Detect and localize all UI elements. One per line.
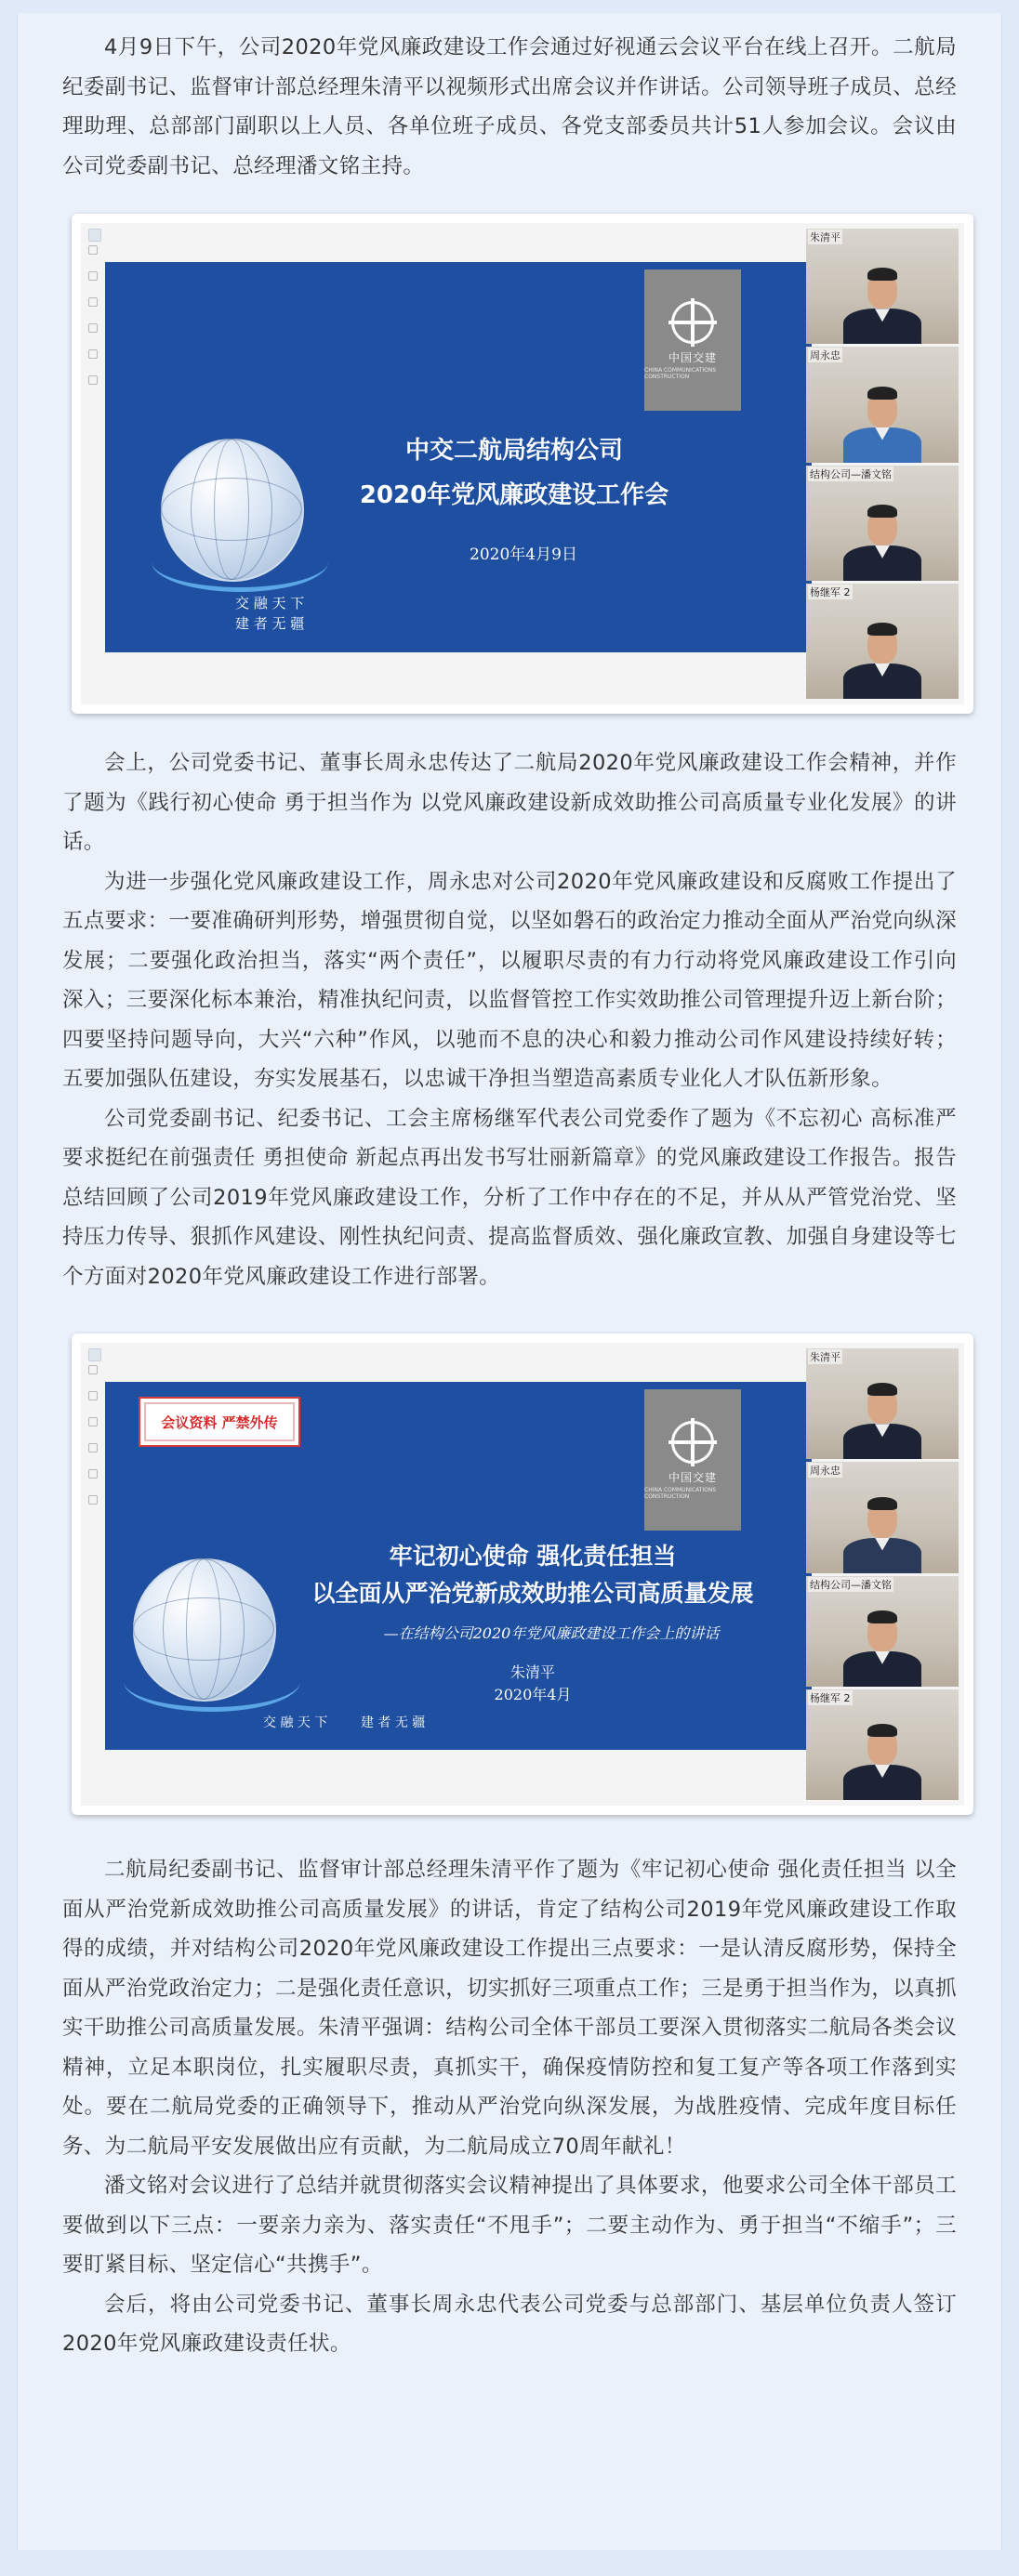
- video-conference-window: [81, 223, 964, 704]
- annotation-rail: [86, 1365, 99, 1796]
- cccc-logo: [644, 1389, 741, 1531]
- participant-name: 周永忠: [810, 349, 840, 362]
- paragraph-7: 会后，将由公司党委书记、董事长周永忠代表公司党委与总部部门、基层单位负责人签订2020年党风廉政建设责任状。: [62, 2292, 957, 2356]
- participant-name: 结构公司—潘文铭: [810, 467, 892, 480]
- paragraph-5: 二航局纪委副书记、监督审计部总经理朱清平作了题为《牢记初心使命 强化责任担当 以全面从严治党新成效助推公司高质量发展》的讲话，肯定了结构公司2019年党风廉政建设工作取得的成绩，并对结构公司2020年党风廉政建设工作提出三点要求：一是认清反腐形势，保持全面从严治党政治定力；二是强化责任意识，切实抓好三项重点工作；三是勇于担当作为，以真抓实干助推公司高质量发展。朱清平强调：结构公司全体干部员工要深入贯彻落实二航局各类会议精神，立足本职岗位，扎实履职尽责，真抓实干，确保疫情防控和复工复产等各项工作落到实处。要在二航局党委的正确领导下，推动从严治党向纵深发展，为战胜疫情、完成年度目标任务、为二航局平安发展做出应有贡献，为二航局成立70周年献礼！: [62, 1858, 957, 2159]
- pen-icon: [88, 1365, 98, 1374]
- participant-video-list: [806, 1348, 959, 1800]
- meeting-screenshot-2: [72, 1334, 973, 1815]
- participant-avatar: [838, 617, 927, 699]
- logo-subtext: CHINA COMMUNICATIONS CONSTRUCTION: [644, 1486, 717, 1500]
- slide-speaker: 朱清平: [510, 1663, 555, 1681]
- cccc-logo-icon: [671, 1421, 714, 1464]
- participant-video[interactable]: [806, 466, 959, 581]
- paragraph-2: 会上，公司党委书记、董事长周永忠传达了二航局2020年党风廉政建设工作会精神，并作了题为《践行初心使命 勇于担当作为 以党风廉政建设新成效助推公司高质量专业化发展》的讲话。: [62, 751, 957, 854]
- participant-video[interactable]: [806, 1462, 959, 1572]
- paragraph-1: 4月9日下午，公司2020年党风廉政建设工作会通过好视通云会议平台在线上召开。二航局纪委副书记、监督审计部总经理朱清平以视频形式出席会议并作讲话。公司领导班子成员、总经理助理、总部部门副职以上人员、各单位班子成员、各党支部委员共计51人参加会议。会议由公司党委副书记、总经理潘文铭主持。: [62, 35, 957, 178]
- participant-avatar: [838, 499, 927, 581]
- annotation-rail: [86, 245, 99, 695]
- pen-icon: [88, 271, 98, 281]
- shape-icon: [88, 1417, 98, 1426]
- participant-video[interactable]: [806, 584, 959, 699]
- color-icon: [88, 375, 98, 385]
- participant-name: 杨继军 2: [810, 1691, 851, 1704]
- participant-video[interactable]: [806, 229, 959, 344]
- paragraph-6: 潘文铭对会议进行了总结并就贯彻落实会议精神提出了具体要求，他要求公司全体干部员工要做到以下三点：一要亲力亲为、落实责任“不甩手”；二要主动作为、勇于担当“不缩手”；三要盯紧目标、坚定信心“共携手”。: [62, 2174, 957, 2277]
- color-icon: [88, 1495, 98, 1505]
- article-body: [17, 13, 1002, 2550]
- text-icon: [88, 323, 98, 333]
- presentation-slide: [105, 1382, 812, 1750]
- slide-date: 2020年4月: [494, 1686, 572, 1703]
- slide-title-line1: 牢记初心使命 强化责任担当: [389, 1543, 677, 1570]
- pen-icon: [88, 245, 98, 255]
- text-icon: [88, 1443, 98, 1452]
- shape-icon: [88, 297, 98, 307]
- swoosh-decoration: [124, 1651, 300, 1712]
- participant-video[interactable]: [806, 347, 959, 462]
- participant-avatar: [838, 1492, 927, 1573]
- eraser-icon: [88, 1469, 98, 1479]
- participant-video[interactable]: [806, 1689, 959, 1800]
- eraser-icon: [88, 349, 98, 359]
- participant-video[interactable]: [806, 1348, 959, 1459]
- window-icon: [88, 1348, 101, 1361]
- slide-title-line2: 2020年党风廉政建设工作会: [359, 481, 669, 509]
- cccc-logo-icon: [671, 301, 714, 344]
- participant-name: 结构公司—潘文铭: [810, 1578, 892, 1591]
- participant-name: 杨继军 2: [810, 585, 851, 598]
- slide-subtitle: —在结构公司2020年党风廉政建设工作会上的讲话: [383, 1624, 720, 1642]
- cccc-logo: [644, 269, 741, 411]
- slide-title-line2: 以全面从严治党新成效助推公司高质量发展: [311, 1580, 754, 1607]
- window-icon: [88, 229, 101, 242]
- participant-avatar: [838, 1605, 927, 1687]
- confidential-badge: 会议资料 严禁外传: [139, 1397, 300, 1447]
- participant-avatar: [838, 1377, 927, 1459]
- logo-text: 中国交建: [668, 350, 717, 364]
- logo-subtext: CHINA COMMUNICATIONS CONSTRUCTION: [644, 366, 717, 380]
- pen-icon: [88, 1391, 98, 1400]
- slide-slogan-2: 建 者 无 疆: [235, 615, 305, 632]
- participant-avatar: [838, 262, 927, 344]
- participant-name: 周永忠: [810, 1465, 840, 1478]
- participant-name: 朱清平: [810, 231, 840, 243]
- slide-slogan-1: 交 融 天 下: [235, 595, 305, 611]
- participant-video[interactable]: [806, 1576, 959, 1687]
- meeting-screenshot-1: [72, 214, 973, 714]
- participant-name: 朱清平: [810, 1351, 840, 1363]
- paragraph-4: 公司党委副书记、纪委书记、工会主席杨继军代表公司党委作了题为《不忘初心 高标准严要求挺纪在前强责任 勇担使命 新起点再出发书写壮丽新篇章》的党风廉政建设工作报告。报告总结回顾了公司2019年党风廉政建设工作，分析了工作中存在的不足，并从从严管党治党、坚持压力传导、狠抓作风建设、刚性执纪问责、提高监督质效、强化廉政宣教、加强自身建设等七个方面对2020年党风廉政建设工作进行部署。: [62, 1106, 957, 1289]
- video-conference-window: [81, 1343, 964, 1806]
- participant-avatar: [838, 1718, 927, 1800]
- logo-text: 中国交建: [668, 1470, 717, 1484]
- slide-slogan: 交 融 天 下 建 者 无 疆: [263, 1715, 426, 1730]
- paragraph-3: 为进一步强化党风廉政建设工作，周永忠对公司2020年党风廉政建设和反腐败工作提出了五点要求：一要准确研判形势，增强贯彻自觉，以坚如磐石的政治定力推动全面从严治党向纵深发展；二要强化政治担当，落实“两个责任”，以履职尽责的有力行动将党风廉政建设工作引向深入；三要深化标本兼治，精准执纪问责，以监督管控工作实效助推公司管理提升迈上新台阶；四要坚持问题导向，大兴“六种”作风，以驰而不息的决心和毅力推动公司作风建设持续好转；五要加强队伍建设，夯实发展基石，以忠诚干净担当塑造高素质专业化人才队伍新形象。: [62, 869, 957, 1091]
- participant-avatar: [838, 381, 927, 463]
- presentation-slide: [105, 262, 812, 652]
- swoosh-decoration: [152, 532, 328, 592]
- slide-title-line1: 中交二航局结构公司: [404, 437, 623, 465]
- participant-video-list: [806, 229, 959, 699]
- slide-date: 2020年4月9日: [470, 545, 577, 564]
